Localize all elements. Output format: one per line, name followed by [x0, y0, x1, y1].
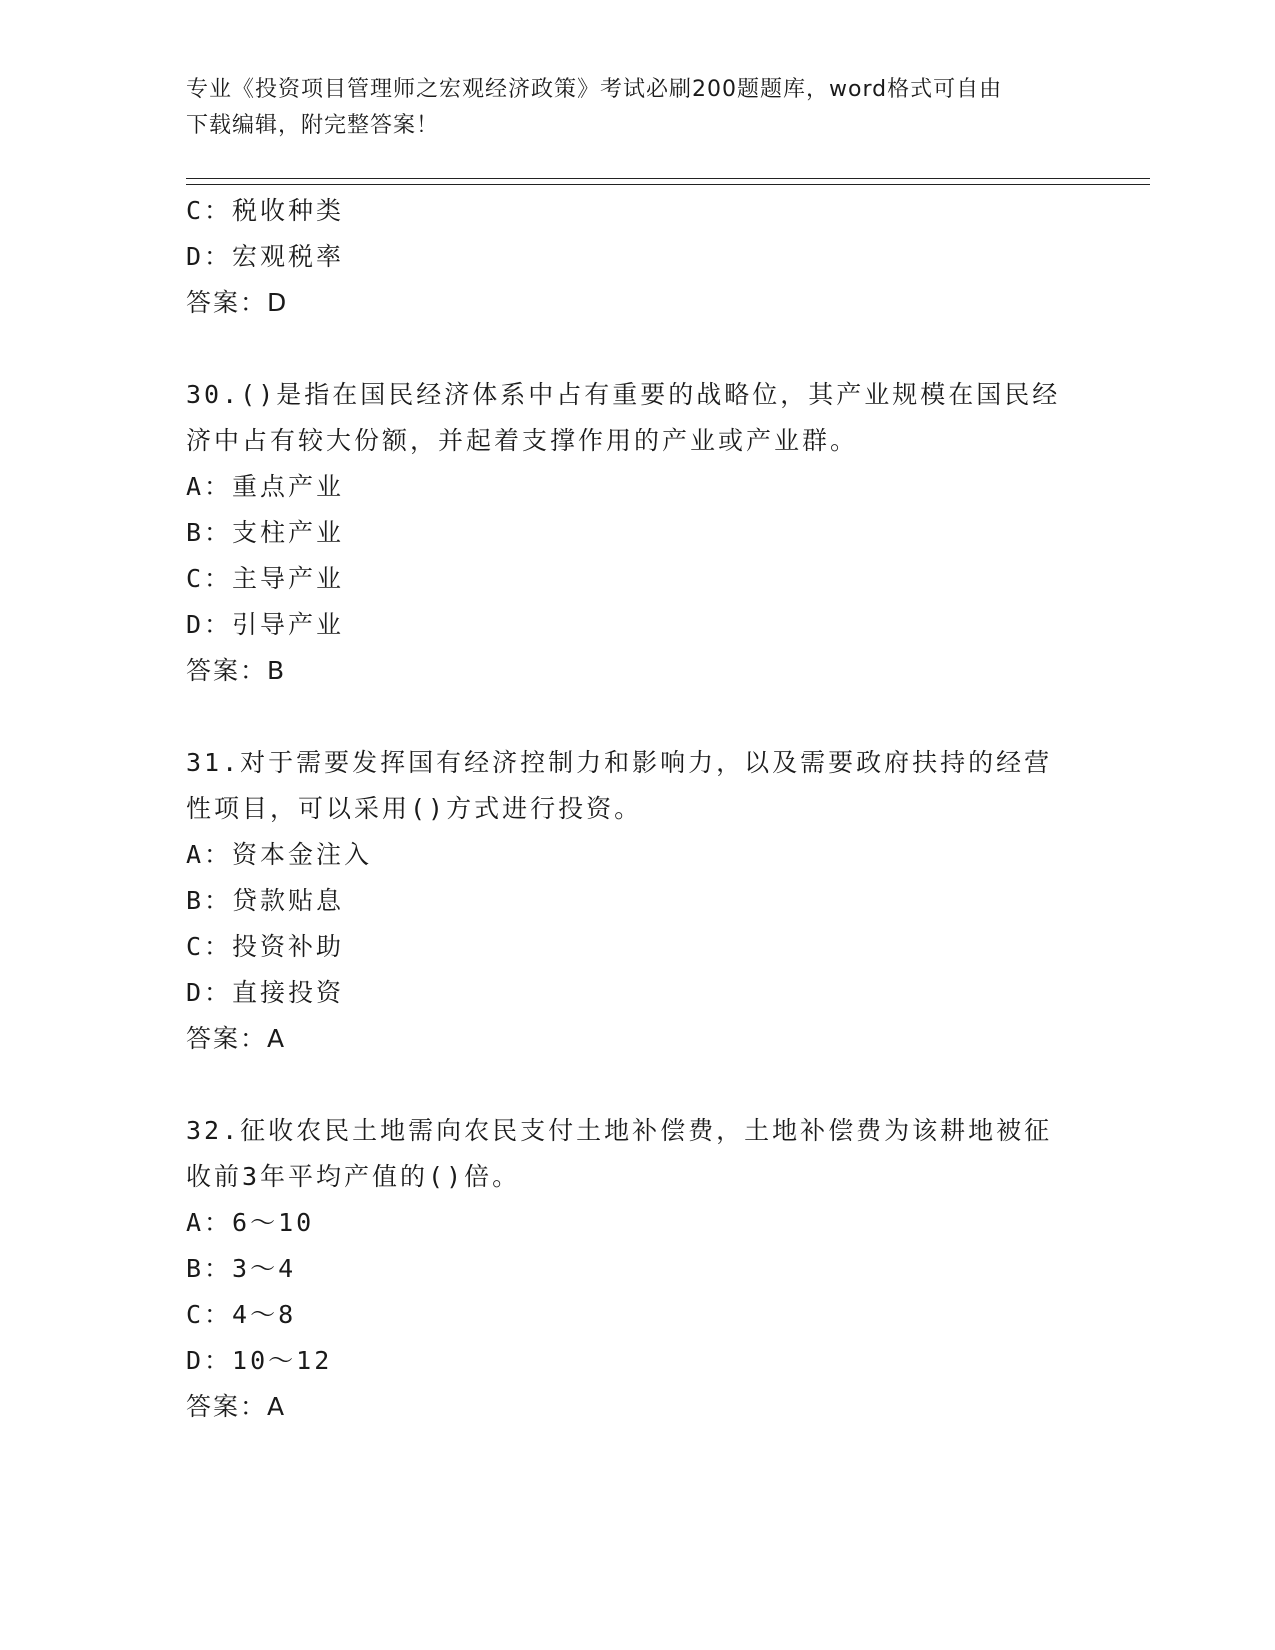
question-text-line-2: 济中占有较大份额，并起着支撑作用的产业或产业群。	[186, 426, 859, 455]
question-32	[186, 1108, 1086, 1430]
option-c: C：投资补助	[186, 932, 345, 961]
option-a: A：6～10	[186, 1208, 315, 1237]
question-31	[186, 740, 1086, 1062]
question-30	[186, 372, 1086, 694]
option-b: B：3～4	[186, 1254, 297, 1283]
option-c: C：税收种类	[186, 196, 345, 225]
header-divider-top	[186, 178, 1150, 179]
previous-question-tail	[186, 188, 1086, 326]
header-line-2: 下载编辑，附完整答案！	[186, 113, 440, 138]
option-a: A：重点产业	[186, 472, 345, 501]
spacer	[186, 1062, 1086, 1108]
question-text-line-2: 性项目，可以采用()方式进行投资。	[186, 794, 643, 823]
spacer	[186, 326, 1086, 372]
option-d: D：引导产业	[186, 610, 345, 639]
option-c: C：4～8	[186, 1300, 297, 1329]
option-b: B：贷款贴息	[186, 886, 345, 915]
spacer	[186, 694, 1086, 740]
option-d: D：10～12	[186, 1346, 333, 1375]
answer-line: 答案：A	[186, 1392, 287, 1421]
option-b: B：支柱产业	[186, 518, 345, 547]
page-header	[186, 72, 1066, 144]
header-line-1: 专业《投资项目管理师之宏观经济政策》考试必刷200题题库，word格式可自由	[186, 77, 1003, 102]
question-text-line-1: 30.()是指在国民经济体系中占有重要的战略位，其产业规模在国民经	[186, 380, 1061, 409]
question-text-line-1: 32.征收农民土地需向农民支付土地补偿费，土地补偿费为该耕地被征	[186, 1116, 1053, 1145]
question-text-line-1: 31.对于需要发挥国有经济控制力和影响力，以及需要政府扶持的经营	[186, 748, 1053, 777]
option-c: C：主导产业	[186, 564, 345, 593]
answer-line: 答案：A	[186, 1024, 287, 1053]
question-body	[186, 188, 1086, 1430]
header-divider-bottom	[186, 184, 1150, 185]
answer-line: 答案：B	[186, 656, 287, 685]
option-a: A：资本金注入	[186, 840, 373, 869]
question-text-line-2: 收前3年平均产值的()倍。	[186, 1162, 521, 1191]
option-d: D：宏观税率	[186, 242, 345, 271]
option-d: D：直接投资	[186, 978, 345, 1007]
answer-line: 答案：D	[186, 288, 289, 317]
